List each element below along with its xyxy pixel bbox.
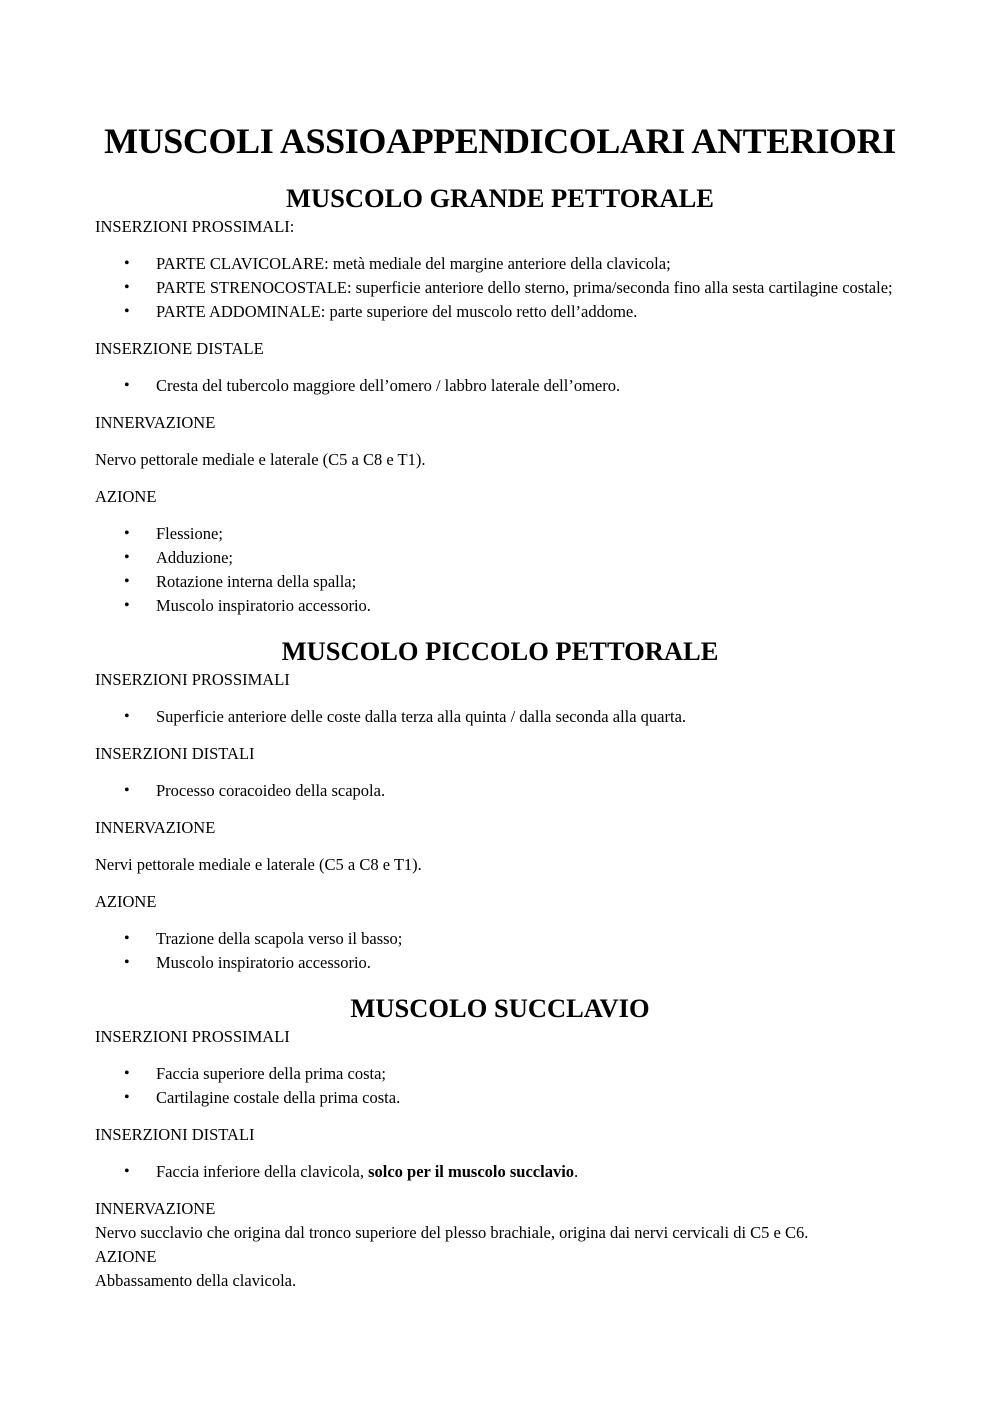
list-item: • Superficie anteriore delle coste dalla terza alla quinta / dalla seconda alla quarta. (95, 705, 905, 729)
list-item-text: Faccia inferiore della clavicola, (156, 1162, 369, 1181)
innervation-label: INNERVAZIONE (95, 1199, 216, 1218)
distal-insertions-label: INSERZIONI DISTALI (95, 744, 255, 763)
action-list (95, 927, 905, 975)
innervation-label: INNERVAZIONE (95, 818, 216, 837)
list-item: • Cresta del tubercolo maggiore dell’omero / labbro laterale dell’omero. (95, 374, 905, 398)
distal-insertions-list (95, 1160, 905, 1184)
list-item-bold-text: solco per il muscolo succlavio (368, 1162, 575, 1181)
list-item: • Adduzione; (95, 546, 905, 570)
document-title: MUSCOLI ASSIOAPPENDICOLARI ANTERIORI (104, 121, 896, 161)
list-item (95, 1160, 905, 1184)
action-label: AZIONE (95, 1247, 157, 1266)
list-item: • Rotazione interna della spalla; (95, 570, 905, 594)
innervation-text: Nervo succlavio che origina dal tronco superiore del plesso brachiale, origina dai nervi cervicali di C5 e C6. (95, 1223, 809, 1242)
distal-insertions-list (95, 779, 905, 803)
section-heading: MUSCOLO GRANDE PETTORALE (286, 183, 714, 213)
proximal-insertions-label: INSERZIONI PROSSIMALI (95, 670, 290, 689)
section-heading: MUSCOLO PICCOLO PETTORALE (281, 636, 719, 666)
list-item: • Cartilagine costale della prima costa. (95, 1086, 905, 1110)
document-page (95, 118, 905, 1293)
section-heading: MUSCOLO SUCCLAVIO (350, 993, 650, 1023)
action-label: AZIONE (95, 487, 157, 506)
section-grande-pettorale (95, 181, 905, 618)
proximal-insertions-list (95, 705, 905, 729)
proximal-insertions-list (95, 1062, 905, 1110)
proximal-insertions-label: INSERZIONI PROSSIMALI: (95, 217, 295, 236)
list-item: • Muscolo inspiratorio accessorio. (95, 951, 905, 975)
list-item: • Processo coracoideo della scapola. (95, 779, 905, 803)
list-item: • PARTE STRENOCOSTALE: superficie anteriore dello sterno, prima/seconda fino alla sesta cartilagine costale; (95, 276, 905, 300)
action-text: Abbassamento della clavicola. (95, 1271, 297, 1290)
innervation-label: INNERVAZIONE (95, 413, 216, 432)
proximal-insertions-list (95, 252, 905, 324)
list-item: • PARTE CLAVICOLARE: metà mediale del margine anteriore della clavicola; (95, 252, 905, 276)
list-item-end: . (574, 1162, 579, 1181)
distal-insertion-list (95, 374, 905, 398)
section-succlavio (95, 991, 905, 1293)
distal-insertions-label: INSERZIONI DISTALI (95, 1125, 255, 1144)
action-label: AZIONE (95, 892, 157, 911)
list-item: • Trazione della scapola verso il basso; (95, 927, 905, 951)
innervation-text: Nervo pettorale mediale e laterale (C5 a C8 e T1). (95, 450, 426, 469)
list-item: • Faccia superiore della prima costa; (95, 1062, 905, 1086)
distal-insertion-label: INSERZIONE DISTALE (95, 339, 264, 358)
list-item: • PARTE ADDOMINALE: parte superiore del muscolo retto dell’addome. (95, 300, 905, 324)
list-item: • Flessione; (95, 522, 905, 546)
innervation-text: Nervi pettorale mediale e laterale (C5 a C8 e T1). (95, 855, 422, 874)
list-item: • Muscolo inspiratorio accessorio. (95, 594, 905, 618)
section-piccolo-pettorale (95, 634, 905, 975)
action-list (95, 522, 905, 618)
proximal-insertions-label: INSERZIONI PROSSIMALI (95, 1027, 290, 1046)
